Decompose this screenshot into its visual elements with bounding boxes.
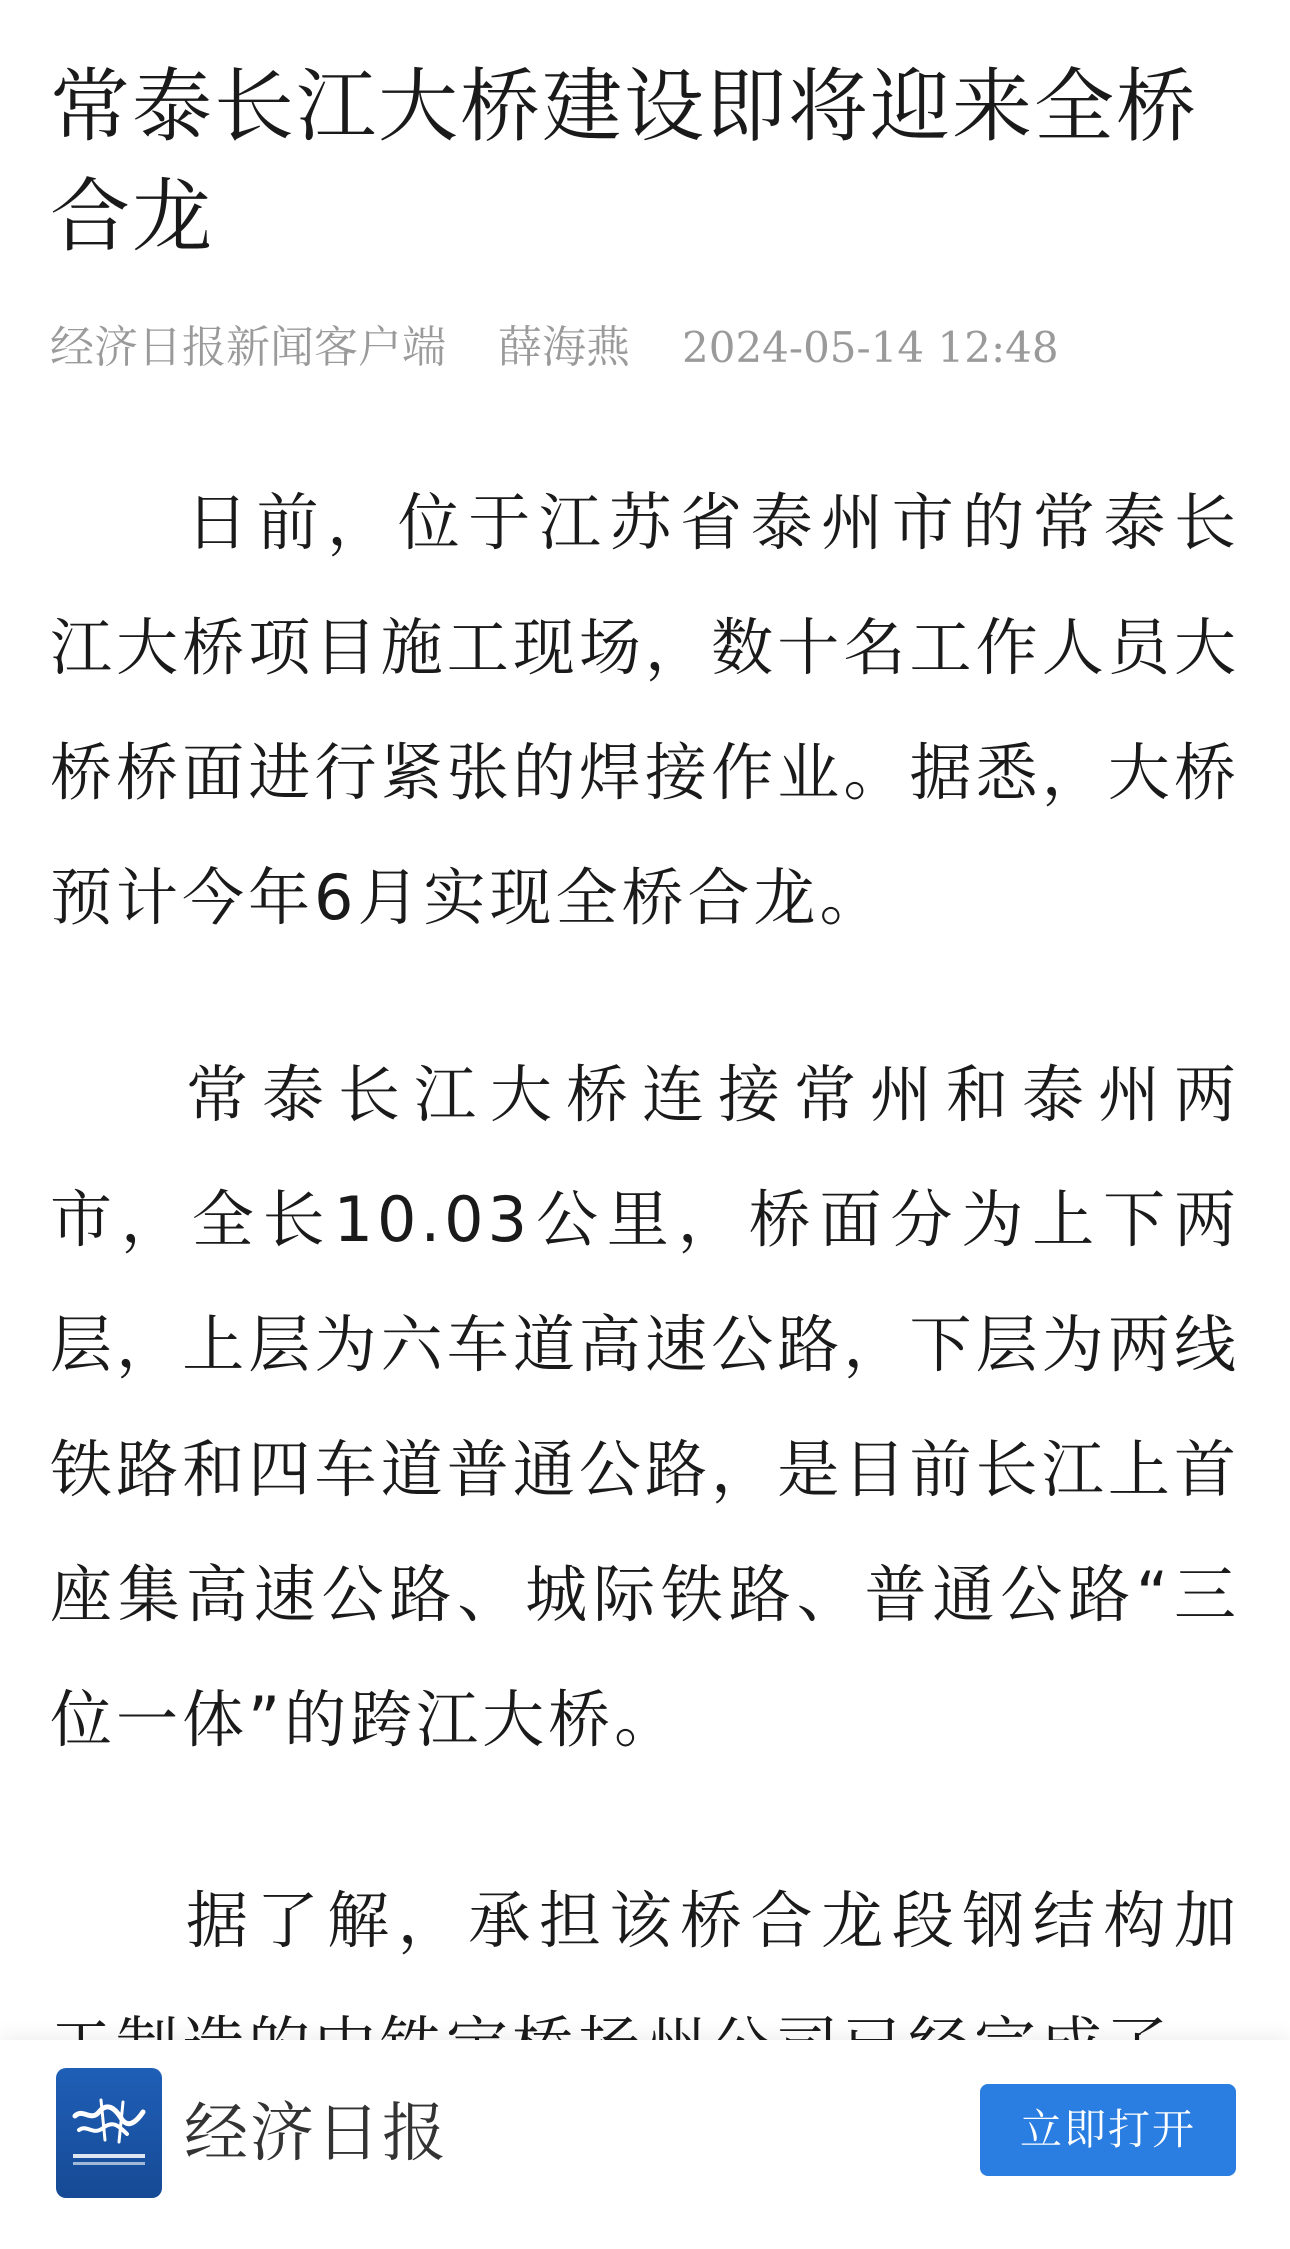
app-download-bar — [0, 2040, 1290, 2249]
article-paragraph: 据了解，承担该桥合龙段钢结构加 — [186, 1884, 1240, 1957]
article-source: 经济日报新闻客户端 — [50, 322, 446, 373]
article-meta — [50, 318, 1097, 378]
article-title: 常泰长江大桥建设即将迎来全桥合龙 — [50, 60, 1198, 263]
app-brand-name: 经济日报 — [184, 2097, 448, 2171]
economic-daily-logo-icon — [56, 2068, 162, 2198]
logo-glyph-icon — [61, 2078, 157, 2188]
article-date: 2024-05-14 12:48 — [682, 323, 1059, 372]
article-paragraph: 常泰长江大桥连接常州和泰州两市，全长10.03公里，桥面分为上下两层，上层为六车道高速公路，下层为两线铁路和四车道普通公路，是目前长江上首座集高速公路、城际铁路、普通公路“三位一体”的跨江大桥。 — [50, 1058, 1240, 1756]
article-paragraph: 日前，位于江苏省泰州市的常泰长江大桥项目施工现场，数十名工作人员大桥桥面进行紧张的焊接作业。据悉，大桥预计今年6月实现全桥合龙。 — [50, 486, 1240, 934]
open-app-button[interactable]: 立即打开 — [980, 2084, 1236, 2176]
article-author: 薛海燕 — [498, 322, 630, 373]
